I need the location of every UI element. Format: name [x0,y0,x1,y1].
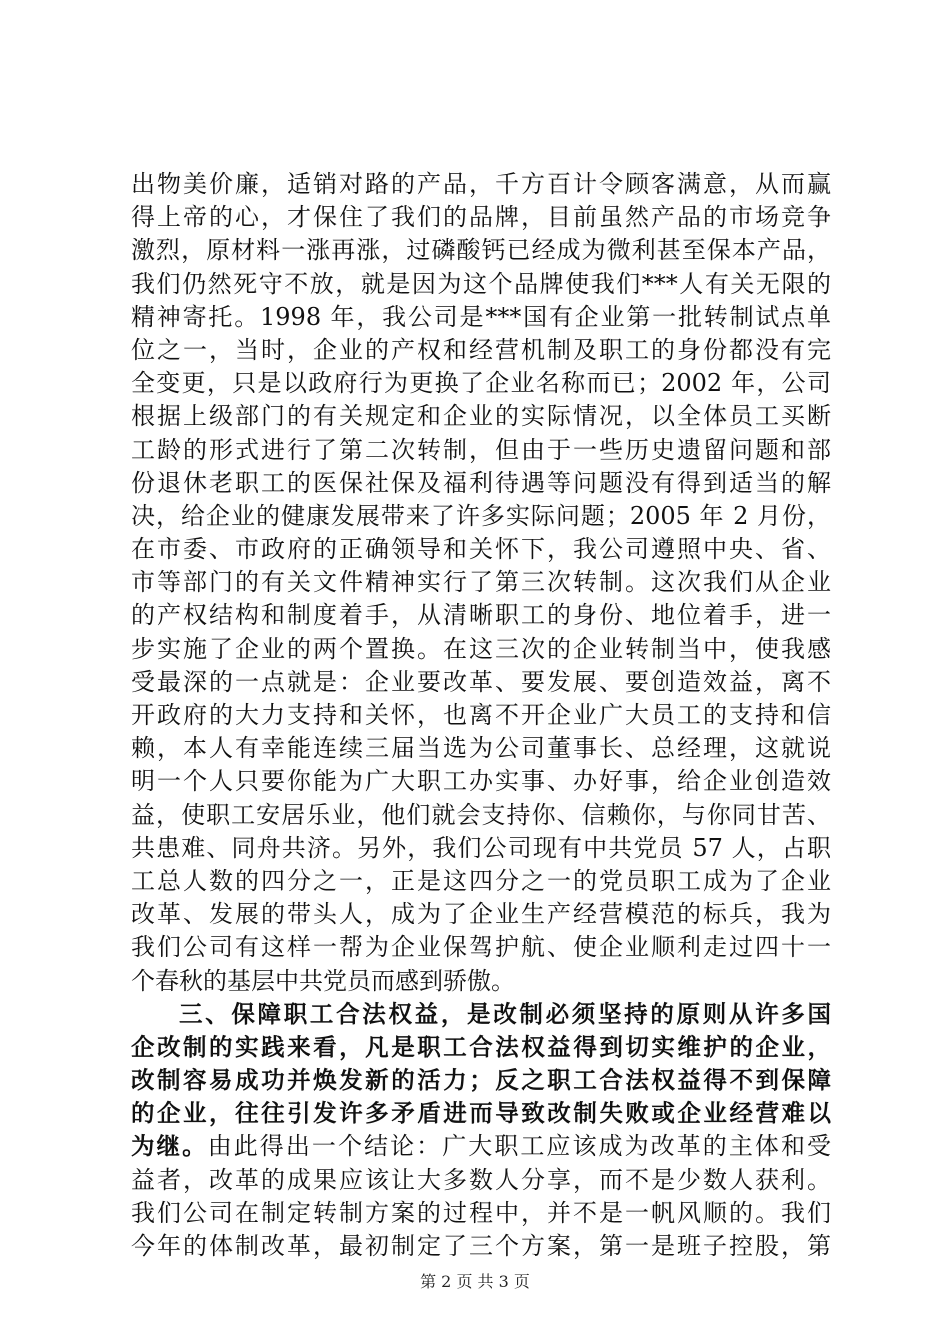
text-line: 益，使职工安居乐业，他们就会支持你、信赖你，与你同甘苦、 [131,800,831,829]
text-line: 益者，改革的成果应该让大多数人分享，而不是少数人获利。 [131,1165,831,1194]
text-line: 工总人数的四分之一，正是这四分之一的党员职工成为了企业 [131,866,831,895]
text-line: 根据上级部门的有关规定和企业的实际情况，以全体员工买断 [131,402,831,431]
text-line: 市等部门的有关文件精神实行了第三次转制。这次我们从企业 [131,568,831,597]
text-line: 我们公司在制定转制方案的过程中，并不是一帆风顺的。我们 [131,1198,831,1227]
text-line: 在市委、市政府的正确领导和关怀下，我公司遵照中央、省、 [131,535,831,564]
section-heading-line: 改制容易成功并焕发新的活力；反之职工合法权益得不到保障 [131,1066,831,1095]
text-line: 位之一，当时，企业的产权和经营机制及职工的身份都没有完 [131,335,831,364]
page-number-footer: 第 2 页 共 3 页 [420,1272,530,1291]
mixed-line [131,1130,831,1163]
text-line: 全变更，只是以政府行为更换了企业名称而已；2002 年，公司 [131,369,831,398]
text-line: 改革、发展的带头人，成为了企业生产经营模范的标兵，我为 [131,900,831,929]
text-line: 激烈，原材料一涨再涨，过磷酸钙已经成为微利甚至保本产品， [131,236,831,265]
text-line: 个春秋的基层中共党员而感到骄傲。 [131,966,515,995]
text-line: 精神寄托。1998 年，我公司是***国有企业第一批转制试点单 [131,302,831,331]
text-line: 受最深的一点就是：企业要改革、要发展、要创造效益，离不 [131,667,831,696]
text-fragment: 由此得出一个结论：广大职工应该成为改革的主体和受 [207,1132,832,1161]
text-line: 步实施了企业的两个置换。在这三次的企业转制当中，使我感 [131,634,831,663]
text-line: 得上帝的心，才保住了我们的品牌，目前虽然产品的市场竞争 [131,203,831,232]
text-line: 今年的体制改革，最初制定了三个方案，第一是班子控股，第 [131,1232,831,1260]
text-line: 工龄的形式进行了第二次转制，但由于一些历史遗留问题和部 [131,435,831,464]
text-line: 我们仍然死守不放，就是因为这个品牌使我们***人有关无限的 [131,269,831,298]
text-line: 出物美价廉，适销对路的产品，千方百计令顾客满意，从而赢 [131,170,831,198]
section-heading-line: 三、保障职工合法权益，是改制必须坚持的原则从许多国 [179,999,831,1028]
text-line: 决，给企业的健康发展带来了许多实际问题；2005 年 2 月份， [131,501,831,530]
section-heading-line: 的企业，往往引发许多矛盾进而导致改制失败或企业经营难以 [131,1099,831,1128]
text-line: 明一个人只要你能为广大职工办实事、办好事，给企业创造效 [131,767,831,796]
text-line: 赖，本人有幸能连续三届当选为公司董事长、总经理，这就说 [131,734,831,763]
text-line: 开政府的大力支持和关怀，也离不开企业广大员工的支持和信 [131,701,831,729]
text-line: 共患难、同舟共济。另外，我们公司现有中共党员 57 人，占职 [131,833,831,862]
text-line: 我们公司有这样一帮为企业保驾护航、使企业顺利走过四十一 [131,933,831,962]
document-body [131,168,831,1263]
section-heading-line: 企改制的实践来看，凡是职工合法权益得到切实维护的企业， [131,1032,831,1061]
text-line: 份退休老职工的医保社保及福利待遇等问题没有得到适当的解 [131,468,831,497]
text-line: 的产权结构和制度着手，从清晰职工的身份、地位着手，进一 [131,601,831,630]
section-heading-tail: 为继。 [131,1132,208,1161]
